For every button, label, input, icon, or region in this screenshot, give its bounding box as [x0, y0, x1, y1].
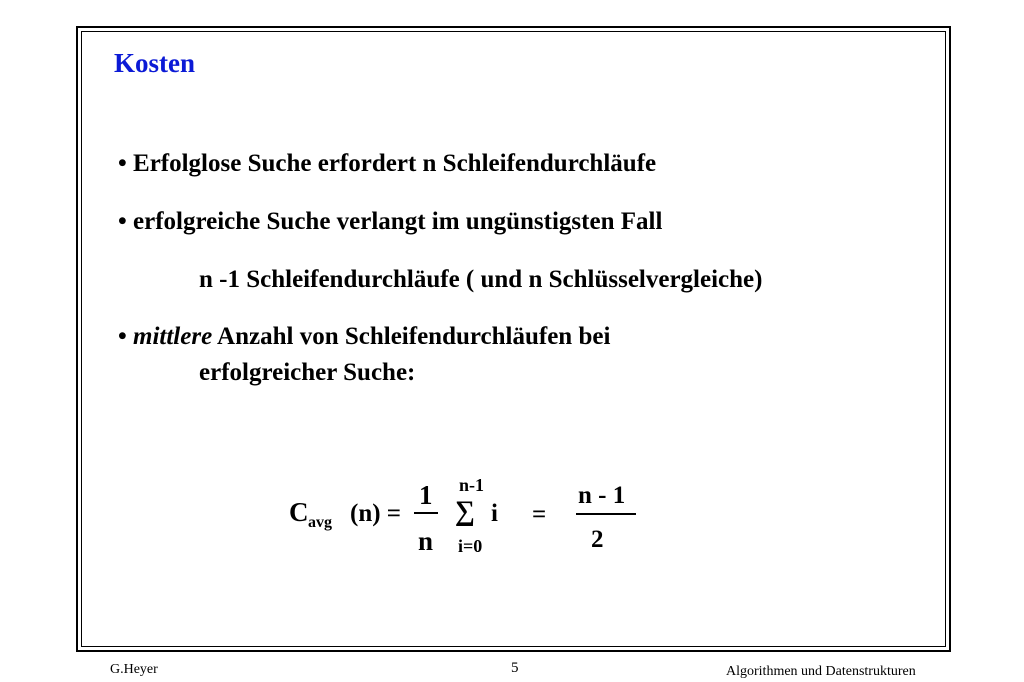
footer-author: G.Heyer [110, 662, 158, 677]
fraction1-bar [414, 512, 438, 514]
bullet-marker: • [118, 208, 127, 235]
bullet-text: Anzahl von Schleifendurchläufen bei [212, 323, 611, 350]
footer-page-number: 5 [511, 660, 519, 676]
footer-course-title: Algorithmen und Datenstrukturen [726, 664, 916, 679]
formula-equals: = [532, 501, 547, 528]
fraction1-numerator: 1 [419, 480, 433, 510]
sum-upper-limit: n-1 [459, 475, 485, 495]
fraction2-numerator: n - 1 [578, 482, 626, 509]
bullet-1 [118, 150, 656, 178]
formula-lhs-subscript: avg [308, 514, 332, 531]
bullet-2-continuation: n -1 Schleifendurchläufe ( und n Schlüsselvergleiche) [199, 266, 763, 293]
bullet-emphasis: mittlere [133, 323, 213, 350]
bullet-marker: • [118, 323, 127, 350]
sum-symbol: ∑ [455, 496, 475, 527]
fraction1-denominator: n [418, 526, 434, 556]
bullet-text: Erfolglose Suche erfordert n Schleifendurchläufe [133, 150, 657, 177]
fraction2-denominator: 2 [591, 526, 604, 553]
sum-term: i [491, 500, 498, 527]
formula-lhs-symbol: C [289, 497, 309, 527]
slide-title: Kosten [114, 48, 195, 78]
bullet-3 [118, 323, 610, 351]
bullet-2 [118, 208, 662, 236]
bullet-marker: • [118, 150, 127, 177]
fraction2-bar [576, 513, 636, 515]
formula-lhs-arg: (n) = [350, 500, 402, 527]
bullet-3-continuation: erfolgreicher Suche: [199, 359, 416, 386]
bullet-text: erfolgreiche Suche verlangt im ungünstigsten Fall [133, 208, 663, 235]
sum-lower-limit: i=0 [458, 536, 483, 556]
